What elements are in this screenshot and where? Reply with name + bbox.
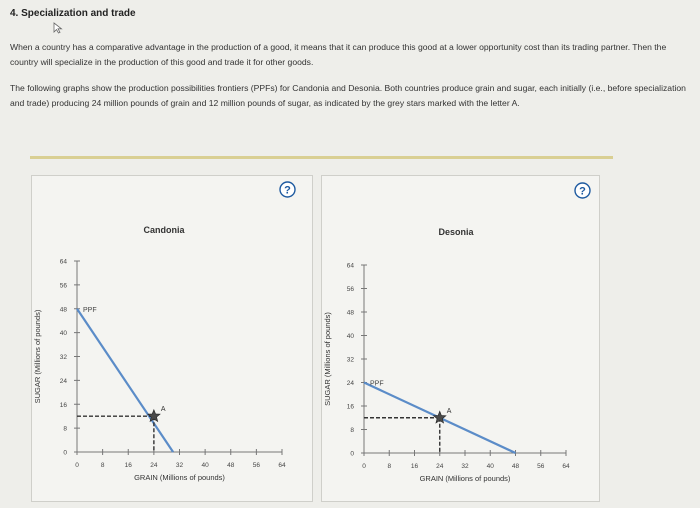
x-tick-label: 56 (537, 463, 545, 470)
x-tick-label: 64 (278, 462, 286, 469)
y-tick-label: 64 (346, 262, 354, 270)
x-tick-label: 40 (486, 463, 494, 470)
x-tick-label: 48 (511, 463, 520, 470)
y-tick-label: 24 (346, 380, 354, 387)
x-tick-label: 16 (124, 462, 132, 469)
x-tick-label: 24 (436, 463, 444, 470)
point-a-label: A (160, 406, 166, 414)
desonia-chart[interactable] (322, 176, 599, 501)
section-divider (30, 156, 613, 159)
x-axis-label: GRAIN (Millions of pounds) (134, 473, 225, 482)
y-tick-label: 0 (63, 449, 67, 457)
ppf-line (77, 306, 173, 452)
y-tick-label: 64 (59, 258, 67, 266)
y-axis-label: SUGAR (Millions of pounds) (323, 312, 332, 406)
y-tick-label: 40 (59, 330, 67, 338)
comparative-advantage-paragraph: When a country has a comparative advantage in the production of a good, it means that it can produce this good at a lower opportunity cost than its trading partner. Then the country will specialize in the production of this good and trade it for other goods. (10, 42, 667, 67)
y-tick-label: 0 (350, 450, 354, 458)
y-tick-label: 8 (350, 427, 354, 434)
candonia-chart[interactable] (32, 176, 312, 501)
mouse-cursor-icon (53, 22, 63, 34)
y-tick-label: 16 (346, 403, 354, 411)
point-a-label: A (446, 407, 452, 415)
question-mark-circle-icon[interactable] (574, 182, 591, 199)
x-tick-label: 8 (387, 463, 392, 470)
x-tick-label: 8 (100, 462, 105, 469)
y-tick-label: 24 (59, 377, 67, 385)
y-tick-label: 8 (63, 425, 67, 433)
y-tick-label: 32 (59, 354, 67, 361)
x-tick-label: 0 (362, 463, 366, 470)
y-tick-label: 16 (59, 401, 67, 409)
candonia-graph-panel (31, 175, 313, 502)
x-tick-label: 0 (75, 462, 79, 469)
x-tick-label: 40 (201, 462, 209, 469)
x-axis-label: GRAIN (Millions of pounds) (419, 474, 511, 483)
x-tick-label: 48 (227, 462, 235, 469)
ppf-label: PPF (370, 380, 384, 388)
svg-text:?: ? (579, 185, 586, 198)
x-tick-label: 16 (410, 463, 419, 470)
desonia-graph-panel (321, 175, 600, 502)
x-tick-label: 64 (562, 463, 570, 470)
x-tick-label: 56 (252, 462, 260, 469)
x-tick-label: 32 (175, 462, 184, 469)
ppf-label: PPF (83, 306, 97, 314)
chart-title: Desonia (438, 227, 474, 237)
question-mark-circle-icon[interactable] (279, 181, 296, 198)
chart-title: Candonia (143, 225, 185, 235)
y-axis-label: SUGAR (Millions of pounds) (33, 309, 42, 404)
y-tick-label: 56 (59, 282, 67, 290)
x-tick-label: 24 (150, 462, 158, 469)
graphs-description-paragraph: The following graphs show the production possibilities frontiers (PPFs) for Candonia and Desonia. Both countries produce grain and sugar, each initially (i.e., before specialization and trade) producing 24 million pounds of grain and 12 million pounds of sugar, as indicated by the grey stars marked with the letter A. (10, 83, 686, 108)
y-tick-label: 56 (346, 286, 354, 293)
svg-text:?: ? (284, 184, 291, 197)
y-tick-label: 48 (346, 309, 354, 317)
x-tick-label: 32 (461, 463, 469, 470)
y-tick-label: 32 (346, 356, 354, 364)
question-title: 4. Specialization and trade (10, 8, 136, 19)
y-tick-label: 40 (346, 333, 354, 340)
y-tick-label: 48 (59, 306, 67, 314)
